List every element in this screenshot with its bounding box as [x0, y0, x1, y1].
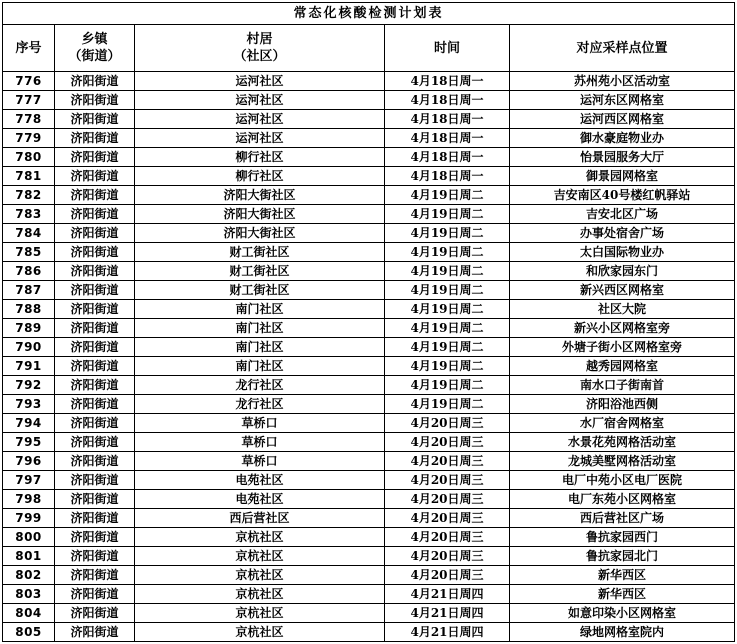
cell-seq: 784 — [3, 224, 55, 243]
cell-seq: 790 — [3, 338, 55, 357]
cell-site: 新华西区 — [510, 585, 735, 604]
cell-village: 济阳大街社区 — [135, 186, 385, 205]
cell-time: 4月20日周三 — [385, 452, 510, 471]
cell-site: 越秀园网格室 — [510, 357, 735, 376]
cell-time: 4月19日周二 — [385, 319, 510, 338]
cell-seq: 796 — [3, 452, 55, 471]
cell-site: 新兴西区网格室 — [510, 281, 735, 300]
cell-time: 4月18日周一 — [385, 110, 510, 129]
cell-town: 济阳街道 — [55, 357, 135, 376]
cell-village: 财工街社区 — [135, 281, 385, 300]
cell-time: 4月19日周二 — [385, 205, 510, 224]
cell-town: 济阳街道 — [55, 528, 135, 547]
cell-time: 4月19日周二 — [385, 300, 510, 319]
cell-site: 龙城美墅网格活动室 — [510, 452, 735, 471]
cell-time: 4月19日周二 — [385, 338, 510, 357]
cell-seq: 798 — [3, 490, 55, 509]
table-row — [3, 72, 735, 91]
table-row — [3, 110, 735, 129]
cell-town: 济阳街道 — [55, 186, 135, 205]
cell-village: 柳行社区 — [135, 167, 385, 186]
header-time: 时间 — [385, 25, 510, 72]
header-village-line2: （社区） — [233, 49, 286, 64]
cell-village: 草桥口 — [135, 452, 385, 471]
cell-town: 济阳街道 — [55, 148, 135, 167]
table-row — [3, 224, 735, 243]
table-row — [3, 414, 735, 433]
table-row — [3, 433, 735, 452]
cell-site: 鲁抗家园北门 — [510, 547, 735, 566]
cell-time: 4月21日周四 — [385, 623, 510, 642]
cell-village: 济阳大街社区 — [135, 224, 385, 243]
table-row — [3, 623, 735, 642]
table-row — [3, 300, 735, 319]
table-row — [3, 186, 735, 205]
cell-site: 御水豪庭物业办 — [510, 129, 735, 148]
cell-time: 4月21日周四 — [385, 585, 510, 604]
table-body — [3, 72, 735, 642]
cell-site: 办事处宿舍广场 — [510, 224, 735, 243]
testing-schedule-table — [2, 2, 735, 642]
header-row — [3, 25, 735, 72]
cell-seq: 794 — [3, 414, 55, 433]
cell-seq: 795 — [3, 433, 55, 452]
header-town-line2: （街道） — [68, 49, 121, 64]
cell-site: 运河西区网格室 — [510, 110, 735, 129]
cell-seq: 786 — [3, 262, 55, 281]
cell-town: 济阳街道 — [55, 300, 135, 319]
cell-time: 4月18日周一 — [385, 148, 510, 167]
cell-village: 运河社区 — [135, 72, 385, 91]
table-row — [3, 167, 735, 186]
cell-seq: 789 — [3, 319, 55, 338]
cell-town: 济阳街道 — [55, 433, 135, 452]
table-row — [3, 585, 735, 604]
cell-site: 如意印染小区网格室 — [510, 604, 735, 623]
cell-seq: 799 — [3, 509, 55, 528]
cell-site: 电厂东苑小区网格室 — [510, 490, 735, 509]
cell-seq: 778 — [3, 110, 55, 129]
cell-town: 济阳街道 — [55, 395, 135, 414]
cell-town: 济阳街道 — [55, 566, 135, 585]
table-row — [3, 452, 735, 471]
cell-time: 4月21日周四 — [385, 604, 510, 623]
cell-village: 南门社区 — [135, 319, 385, 338]
cell-seq: 791 — [3, 357, 55, 376]
cell-time: 4月19日周二 — [385, 186, 510, 205]
cell-site: 南水口子街南首 — [510, 376, 735, 395]
cell-site: 吉安南区40号楼红帆驿站 — [510, 186, 735, 205]
cell-town: 济阳街道 — [55, 604, 135, 623]
cell-time: 4月18日周一 — [385, 129, 510, 148]
cell-site: 鲁抗家园西门 — [510, 528, 735, 547]
cell-village: 京杭社区 — [135, 528, 385, 547]
cell-town: 济阳街道 — [55, 319, 135, 338]
cell-town: 济阳街道 — [55, 110, 135, 129]
header-seq: 序号 — [3, 25, 55, 72]
table-row — [3, 338, 735, 357]
cell-site: 和欣家园东门 — [510, 262, 735, 281]
cell-time: 4月20日周三 — [385, 433, 510, 452]
header-site: 对应采样点位置 — [510, 25, 735, 72]
cell-time: 4月20日周三 — [385, 547, 510, 566]
cell-village: 京杭社区 — [135, 604, 385, 623]
cell-site: 太白国际物业办 — [510, 243, 735, 262]
cell-seq: 800 — [3, 528, 55, 547]
cell-time: 4月19日周二 — [385, 376, 510, 395]
cell-town: 济阳街道 — [55, 547, 135, 566]
cell-town: 济阳街道 — [55, 376, 135, 395]
cell-town: 济阳街道 — [55, 414, 135, 433]
table-row — [3, 604, 735, 623]
cell-town: 济阳街道 — [55, 471, 135, 490]
cell-site: 社区大院 — [510, 300, 735, 319]
cell-town: 济阳街道 — [55, 224, 135, 243]
cell-time: 4月18日周一 — [385, 91, 510, 110]
cell-time: 4月19日周二 — [385, 281, 510, 300]
cell-village: 电苑社区 — [135, 471, 385, 490]
cell-seq: 801 — [3, 547, 55, 566]
cell-time: 4月18日周一 — [385, 167, 510, 186]
cell-site: 济阳浴池西侧 — [510, 395, 735, 414]
cell-village: 龙行社区 — [135, 376, 385, 395]
table-row — [3, 528, 735, 547]
cell-village: 草桥口 — [135, 414, 385, 433]
header-village — [135, 25, 385, 72]
table-row — [3, 243, 735, 262]
cell-town: 济阳街道 — [55, 623, 135, 642]
cell-site: 运河东区网格室 — [510, 91, 735, 110]
cell-seq: 782 — [3, 186, 55, 205]
header-town-line1: 乡镇 — [81, 32, 108, 47]
cell-site: 西后营社区广场 — [510, 509, 735, 528]
table-row — [3, 376, 735, 395]
cell-village: 南门社区 — [135, 357, 385, 376]
table-title: 常态化核酸检测计划表 — [3, 3, 735, 25]
cell-village: 京杭社区 — [135, 547, 385, 566]
table-row — [3, 471, 735, 490]
table-row — [3, 395, 735, 414]
table-row — [3, 205, 735, 224]
cell-village: 财工街社区 — [135, 243, 385, 262]
cell-time: 4月20日周三 — [385, 490, 510, 509]
cell-site: 新华西区 — [510, 566, 735, 585]
cell-site: 绿地网格室院内 — [510, 623, 735, 642]
cell-village: 西后营社区 — [135, 509, 385, 528]
cell-village: 运河社区 — [135, 91, 385, 110]
cell-town: 济阳街道 — [55, 452, 135, 471]
table-row — [3, 566, 735, 585]
cell-seq: 777 — [3, 91, 55, 110]
cell-town: 济阳街道 — [55, 243, 135, 262]
cell-village: 京杭社区 — [135, 585, 385, 604]
cell-seq: 788 — [3, 300, 55, 319]
cell-seq: 776 — [3, 72, 55, 91]
cell-site: 怡景园服务大厅 — [510, 148, 735, 167]
header-village-line1: 村居 — [246, 32, 273, 47]
cell-site: 水厂宿舍网格室 — [510, 414, 735, 433]
cell-site: 外塘子街小区网格室旁 — [510, 338, 735, 357]
cell-seq: 785 — [3, 243, 55, 262]
table-row — [3, 129, 735, 148]
cell-seq: 787 — [3, 281, 55, 300]
cell-village: 济阳大街社区 — [135, 205, 385, 224]
cell-time: 4月20日周三 — [385, 566, 510, 585]
cell-time: 4月19日周二 — [385, 357, 510, 376]
cell-town: 济阳街道 — [55, 72, 135, 91]
cell-village: 京杭社区 — [135, 566, 385, 585]
cell-seq: 805 — [3, 623, 55, 642]
cell-time: 4月20日周三 — [385, 509, 510, 528]
cell-town: 济阳街道 — [55, 167, 135, 186]
cell-village: 运河社区 — [135, 110, 385, 129]
cell-site: 电厂中苑小区电厂医院 — [510, 471, 735, 490]
cell-seq: 780 — [3, 148, 55, 167]
cell-town: 济阳街道 — [55, 338, 135, 357]
cell-site: 吉安北区广场 — [510, 205, 735, 224]
cell-town: 济阳街道 — [55, 509, 135, 528]
table-row — [3, 509, 735, 528]
cell-time: 4月19日周二 — [385, 262, 510, 281]
table-row — [3, 148, 735, 167]
table-row — [3, 262, 735, 281]
cell-village: 京杭社区 — [135, 623, 385, 642]
cell-time: 4月20日周三 — [385, 414, 510, 433]
cell-seq: 803 — [3, 585, 55, 604]
table-title-row — [3, 3, 735, 25]
cell-site: 苏州苑小区活动室 — [510, 72, 735, 91]
header-town — [55, 25, 135, 72]
cell-time: 4月19日周二 — [385, 243, 510, 262]
cell-seq: 781 — [3, 167, 55, 186]
cell-seq: 792 — [3, 376, 55, 395]
cell-seq: 797 — [3, 471, 55, 490]
cell-town: 济阳街道 — [55, 129, 135, 148]
cell-time: 4月19日周二 — [385, 395, 510, 414]
cell-town: 济阳街道 — [55, 91, 135, 110]
table-row — [3, 281, 735, 300]
cell-town: 济阳街道 — [55, 585, 135, 604]
cell-village: 财工街社区 — [135, 262, 385, 281]
cell-village: 电苑社区 — [135, 490, 385, 509]
table-row — [3, 547, 735, 566]
cell-seq: 779 — [3, 129, 55, 148]
cell-town: 济阳街道 — [55, 205, 135, 224]
cell-village: 草桥口 — [135, 433, 385, 452]
cell-site: 水景花苑网格活动室 — [510, 433, 735, 452]
cell-time: 4月20日周三 — [385, 528, 510, 547]
cell-seq: 783 — [3, 205, 55, 224]
cell-village: 南门社区 — [135, 338, 385, 357]
cell-village: 龙行社区 — [135, 395, 385, 414]
cell-seq: 802 — [3, 566, 55, 585]
table-row — [3, 91, 735, 110]
table-row — [3, 319, 735, 338]
cell-site: 新兴小区网格室旁 — [510, 319, 735, 338]
cell-town: 济阳街道 — [55, 281, 135, 300]
cell-time: 4月20日周三 — [385, 471, 510, 490]
cell-village: 柳行社区 — [135, 148, 385, 167]
cell-town: 济阳街道 — [55, 262, 135, 281]
table-row — [3, 357, 735, 376]
cell-time: 4月18日周一 — [385, 72, 510, 91]
table-row — [3, 490, 735, 509]
cell-seq: 804 — [3, 604, 55, 623]
cell-site: 御景园网格室 — [510, 167, 735, 186]
cell-time: 4月19日周二 — [385, 224, 510, 243]
cell-town: 济阳街道 — [55, 490, 135, 509]
cell-village: 运河社区 — [135, 129, 385, 148]
cell-village: 南门社区 — [135, 300, 385, 319]
cell-seq: 793 — [3, 395, 55, 414]
